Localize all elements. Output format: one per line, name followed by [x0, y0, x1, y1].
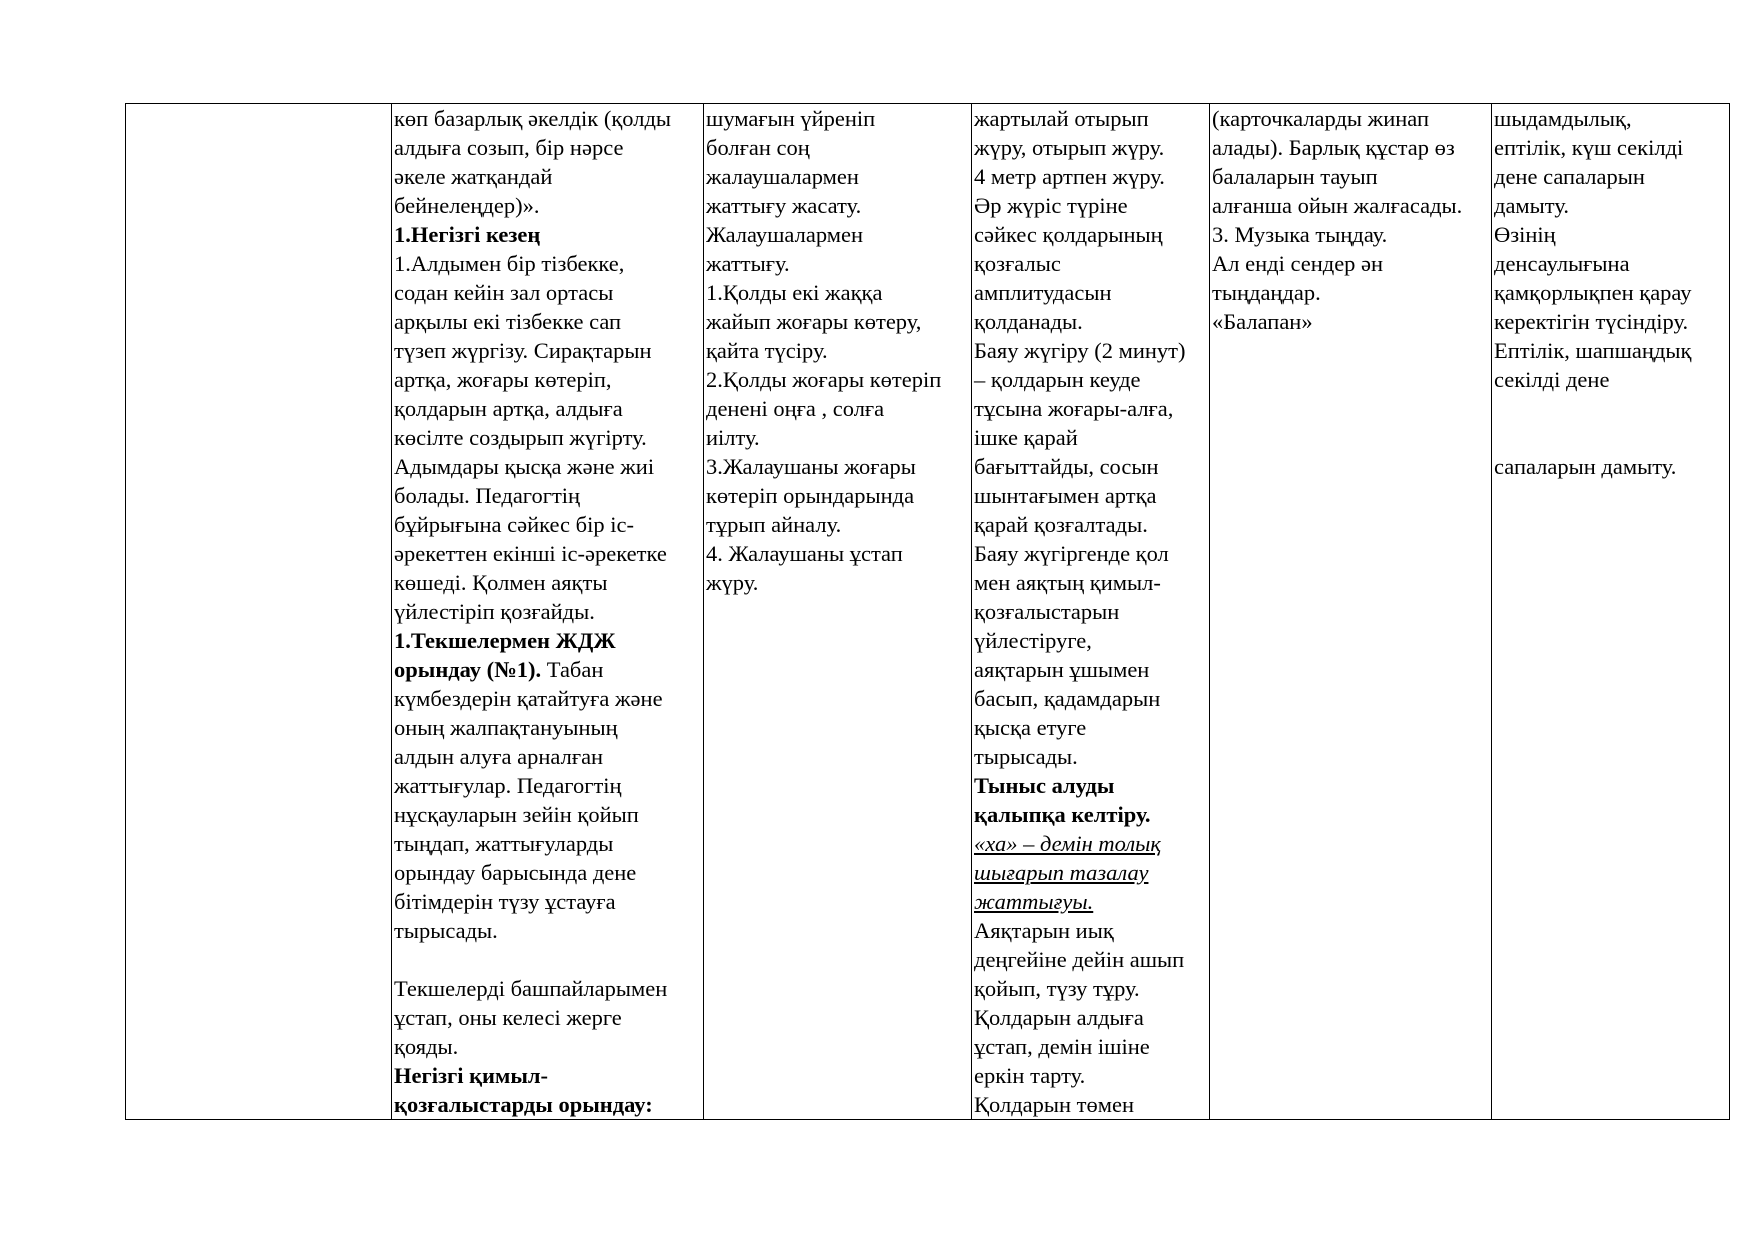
text-line-content: керектігін түсіндіру.: [1494, 309, 1689, 334]
text-line: [974, 481, 1207, 510]
table-cell-col5: [1210, 104, 1492, 1120]
text-line-content: еркін тарту.: [974, 1063, 1086, 1088]
text-line: [1212, 249, 1489, 278]
text-line-content: шыдамдылық,: [1494, 106, 1632, 131]
text-line-content: орындау барысында дене: [394, 860, 637, 885]
text-line: [706, 307, 969, 336]
text-line: [394, 452, 701, 481]
text-line-content: қолдарын артқа, алдыға: [394, 396, 623, 421]
text-line-content: ептілік, күш секілді: [1494, 135, 1684, 160]
text-line-content: ішке қарай: [974, 425, 1078, 450]
text-line-content: содан кейін зал ортасы: [394, 280, 614, 305]
text-line-content: тырысады.: [974, 744, 1078, 769]
text-line: [974, 858, 1207, 887]
text-line: [394, 916, 701, 945]
text-line-content: Адымдары қысқа және жиі: [394, 454, 655, 479]
text-line-content: «ха» – демін толық: [974, 831, 1161, 856]
text-line-content: Жалаушалармен: [706, 222, 864, 247]
text-line: [1212, 191, 1489, 220]
text-line-content: 1.Қолды екі жаққа: [706, 280, 883, 305]
text-line-content: қолданады.: [974, 309, 1083, 334]
text-line-content: қозғалыс: [974, 251, 1061, 276]
text-line: [394, 104, 701, 133]
text-line-content: алғанша ойын жалғасады.: [1212, 193, 1463, 218]
text-line: [394, 278, 701, 307]
text-line-content: 1.Алдымен бір тізбекке,: [394, 251, 625, 276]
text-line: [974, 684, 1207, 713]
text-line-content: көп базарлық әкелдік (қолды: [394, 106, 672, 131]
text-line: [706, 162, 969, 191]
text-line-content: жүру, отырып жүру.: [974, 135, 1165, 160]
text-line-content: бейнелеңдер)».: [394, 193, 540, 218]
text-line: [706, 568, 969, 597]
text-line-content: Аяқтарын иық: [974, 918, 1114, 943]
table-cell-col3: [704, 104, 972, 1120]
table-cell-col6: [1492, 104, 1730, 1120]
text-line-content: мен аяқтың қимыл-: [974, 570, 1161, 595]
text-line-content: қарай қозғалтады.: [974, 512, 1148, 537]
text-line: [394, 887, 701, 916]
text-line: [706, 220, 969, 249]
text-line: [394, 365, 701, 394]
text-line: [394, 539, 701, 568]
text-line: [1212, 162, 1489, 191]
text-line: [394, 829, 701, 858]
text-line-content: көтеріп орындарында: [706, 483, 915, 508]
text-line: [1494, 336, 1727, 365]
text-line: [974, 916, 1207, 945]
text-line: [1494, 452, 1727, 481]
text-line-content: артқа, жоғары көтеріп,: [394, 367, 612, 392]
text-line-content: қайта түсіру.: [706, 338, 828, 363]
text-line: [394, 626, 701, 655]
text-line-content: жүру.: [706, 570, 759, 595]
text-line: [394, 191, 701, 220]
text-line: [974, 423, 1207, 452]
text-line: [1494, 220, 1727, 249]
text-line-content: шумағын үйреніп: [706, 106, 876, 131]
text-line: [394, 249, 701, 278]
text-line-content: жаттығуы.: [974, 889, 1094, 914]
text-line: [394, 655, 701, 684]
text-line-content: алдыға созып, бір нәрсе: [394, 135, 624, 160]
text-line-continuation: Табан: [541, 657, 604, 682]
text-line-content: алдын алуға арналған: [394, 744, 604, 769]
text-line: [974, 800, 1207, 829]
text-line: [974, 394, 1207, 423]
text-line: [394, 858, 701, 887]
text-line: [974, 1032, 1207, 1061]
text-line-content: тұрып айналу.: [706, 512, 842, 537]
text-line-content: жалаушалармен: [706, 164, 859, 189]
text-line-content: үйлестіруге,: [974, 628, 1092, 653]
text-line-content: тыңдаңдар.: [1212, 280, 1321, 305]
text-line: [1212, 104, 1489, 133]
text-line-content: қойып, түзу тұру.: [974, 976, 1140, 1001]
text-line-content: «Балапан»: [1212, 309, 1313, 334]
text-line-content: бұйрығына сәйкес бір іс-: [394, 512, 634, 537]
text-line: [1494, 162, 1727, 191]
text-line: [394, 394, 701, 423]
text-line-content: Өзінің: [1494, 222, 1556, 247]
text-line: [394, 1061, 701, 1090]
text-line: [1494, 307, 1727, 336]
text-line-content: денсаулығына: [1494, 251, 1630, 276]
text-line: [1212, 220, 1489, 249]
text-line-content: тырысады.: [394, 918, 498, 943]
text-line-content: тыңдап, жаттығуларды: [394, 831, 614, 856]
text-line-content: балаларын тауып: [1212, 164, 1378, 189]
text-line-content: Ал енді сендер ән: [1212, 251, 1384, 276]
text-line: [394, 510, 701, 539]
text-line-content: бітімдерін түзу ұстауға: [394, 889, 616, 914]
text-line: [1212, 133, 1489, 162]
text-line: [974, 162, 1207, 191]
text-line: [974, 713, 1207, 742]
text-line: [394, 220, 701, 249]
text-line-content: деңгейіне дейін ашып: [974, 947, 1185, 972]
text-line-content: амплитудасын: [974, 280, 1112, 305]
text-line: [706, 278, 969, 307]
text-line-content: әкеле жатқандай: [394, 164, 553, 189]
text-line-content: әрекеттен екінші іс-әрекетке: [394, 541, 667, 566]
text-line: [394, 800, 701, 829]
text-line: [394, 307, 701, 336]
text-line: [974, 742, 1207, 771]
text-line: [974, 452, 1207, 481]
text-line-content: шығарып тазалау: [974, 860, 1149, 885]
text-line-content: Ептілік, шапшаңдық: [1494, 338, 1692, 363]
text-line: [394, 771, 701, 800]
table-cell-col1: [126, 104, 392, 1120]
text-line: [974, 510, 1207, 539]
text-line-content: секілді дене: [1494, 367, 1610, 392]
text-line: [394, 1032, 701, 1061]
text-line-content: нұсқауларын зейін қойып: [394, 802, 639, 827]
text-line-content: көсілте создырып жүгірту.: [394, 425, 647, 450]
text-line: [974, 1003, 1207, 1032]
text-line: [974, 1061, 1207, 1090]
text-line-content: көшеді. Қолмен аяқты: [394, 570, 608, 595]
text-line-content: қамқорлықпен қарау: [1494, 280, 1692, 305]
text-line-content: 3.Жалаушаны жоғары: [706, 454, 916, 479]
lesson-plan-table: [125, 103, 1730, 1120]
text-line: [974, 249, 1207, 278]
text-line: [1494, 133, 1727, 162]
text-line: [706, 191, 969, 220]
text-line-content: 4. Жалаушаны ұстап: [706, 541, 903, 566]
text-line-content: Тыныс алуды: [974, 773, 1115, 798]
text-line: [706, 452, 969, 481]
text-line-content: түзеп жүргізу. Сирақтарын: [394, 338, 652, 363]
text-line: [974, 539, 1207, 568]
text-line: [394, 568, 701, 597]
text-line: [974, 945, 1207, 974]
text-line: [394, 974, 701, 1003]
text-line: [394, 684, 701, 713]
text-line: [706, 539, 969, 568]
text-line: [974, 365, 1207, 394]
text-line: [1212, 307, 1489, 336]
text-line: [394, 597, 701, 626]
text-line: [974, 771, 1207, 800]
text-line: [706, 104, 969, 133]
text-line-content: Баяу жүгіргенде қол: [974, 541, 1169, 566]
text-line-content: Қолдарын алдыға: [974, 1005, 1144, 1030]
text-line: [974, 1090, 1207, 1119]
text-line: [706, 365, 969, 394]
table-cell-col2: [392, 104, 704, 1120]
text-line: [1212, 278, 1489, 307]
text-line-content: 4 метр артпен жүру.: [974, 164, 1165, 189]
text-line: [706, 510, 969, 539]
blank-line: [1494, 394, 1727, 452]
text-line: [394, 742, 701, 771]
text-line-content: денені оңға , солға: [706, 396, 885, 421]
text-line: [394, 336, 701, 365]
text-line-content: – қолдарын кеуде: [974, 367, 1141, 392]
text-line-content: жаттығу жасату.: [706, 193, 862, 218]
text-line-content: (карточкаларды жинап: [1212, 106, 1430, 131]
text-line: [974, 278, 1207, 307]
text-line: [1494, 191, 1727, 220]
text-line-content: қозғалыстарын: [974, 599, 1120, 624]
text-line: [974, 626, 1207, 655]
text-line: [974, 336, 1207, 365]
text-line: [394, 1003, 701, 1032]
text-line: [974, 568, 1207, 597]
text-line: [706, 133, 969, 162]
blank-line: [394, 945, 701, 974]
table-row: [126, 104, 1730, 1120]
text-line-content: 3. Музыка тыңдау.: [1212, 222, 1388, 247]
text-line: [974, 974, 1207, 1003]
text-line-content: жаттығу.: [706, 251, 790, 276]
text-line-content: қояды.: [394, 1034, 459, 1059]
text-line-content: 1.Негізгі кезең: [394, 222, 541, 247]
text-line-content: Текшелерді башпайларымен: [394, 976, 668, 1001]
text-line: [1494, 249, 1727, 278]
table-cell-col4: [972, 104, 1210, 1120]
text-line: [706, 394, 969, 423]
text-line-content: Негізгі қимыл-: [394, 1063, 549, 1088]
text-line: [394, 713, 701, 742]
text-line-content: дене сапаларын: [1494, 164, 1645, 189]
text-line: [1494, 365, 1727, 394]
text-line: [706, 336, 969, 365]
text-line: [974, 133, 1207, 162]
text-line: [974, 307, 1207, 336]
text-line: [974, 655, 1207, 684]
text-line: [394, 481, 701, 510]
text-line-content: алады). Барлық құстар өз: [1212, 135, 1455, 160]
text-line-content: болған соң: [706, 135, 810, 160]
text-line: [706, 249, 969, 278]
text-line-content: күмбездерін қатайтуға және: [394, 686, 663, 711]
text-line: [394, 162, 701, 191]
text-line: [706, 423, 969, 452]
text-line-content: үйлестіріп қозғайды.: [394, 599, 595, 624]
text-line-content: сапаларын дамыту.: [1494, 454, 1677, 479]
text-line-content: арқылы екі тізбекке сап: [394, 309, 622, 334]
text-line: [974, 104, 1207, 133]
text-line-content: жартылай отырып: [974, 106, 1149, 131]
text-line-content: 2.Қолды жоғары көтеріп: [706, 367, 942, 392]
text-line-content: оның жалпақтануының: [394, 715, 618, 740]
text-line-content: болады. Педагогтің: [394, 483, 581, 508]
text-line: [394, 133, 701, 162]
text-line-content: басып, қадамдарын: [974, 686, 1161, 711]
text-line: [974, 220, 1207, 249]
text-line-content: жайып жоғары көтеру,: [706, 309, 922, 334]
text-line-content: 1.Текшелермен ЖДЖ: [394, 628, 616, 653]
text-line: [394, 423, 701, 452]
text-line: [974, 191, 1207, 220]
text-line: [974, 829, 1207, 858]
text-line: [974, 887, 1207, 916]
text-line: [1494, 278, 1727, 307]
text-line-content: қозғалыстарды орындау:: [394, 1092, 653, 1117]
text-line-content: жаттығулар. Педагогтің: [394, 773, 622, 798]
text-line-content: Әр жүріс түріне: [974, 193, 1128, 218]
text-line-content: қалыпқа келтіру.: [974, 802, 1151, 827]
text-line-content: қысқа етуге: [974, 715, 1087, 740]
text-line-content: ұстап, оны келесі жерге: [394, 1005, 622, 1030]
text-line-content: дамыту.: [1494, 193, 1569, 218]
text-line-content: аяқтарын ұшымен: [974, 657, 1150, 682]
text-line: [1494, 104, 1727, 133]
text-line: [706, 481, 969, 510]
text-line-content: ұстап, демін ішіне: [974, 1034, 1150, 1059]
text-line: [394, 1090, 701, 1119]
text-line-content: иілту.: [706, 425, 760, 450]
text-line-content: сәйкес қолдарының: [974, 222, 1163, 247]
text-line-content: бағыттайды, сосын: [974, 454, 1159, 479]
text-line-content: Қолдарын төмен: [974, 1092, 1135, 1117]
text-line-content: тұсына жоғары-алға,: [974, 396, 1174, 421]
text-line-content: орындау (№1).: [394, 657, 542, 682]
text-line-content: шынтағымен артқа: [974, 483, 1157, 508]
text-line-content: Баяу жүгіру (2 минут): [974, 338, 1186, 363]
text-line: [974, 597, 1207, 626]
